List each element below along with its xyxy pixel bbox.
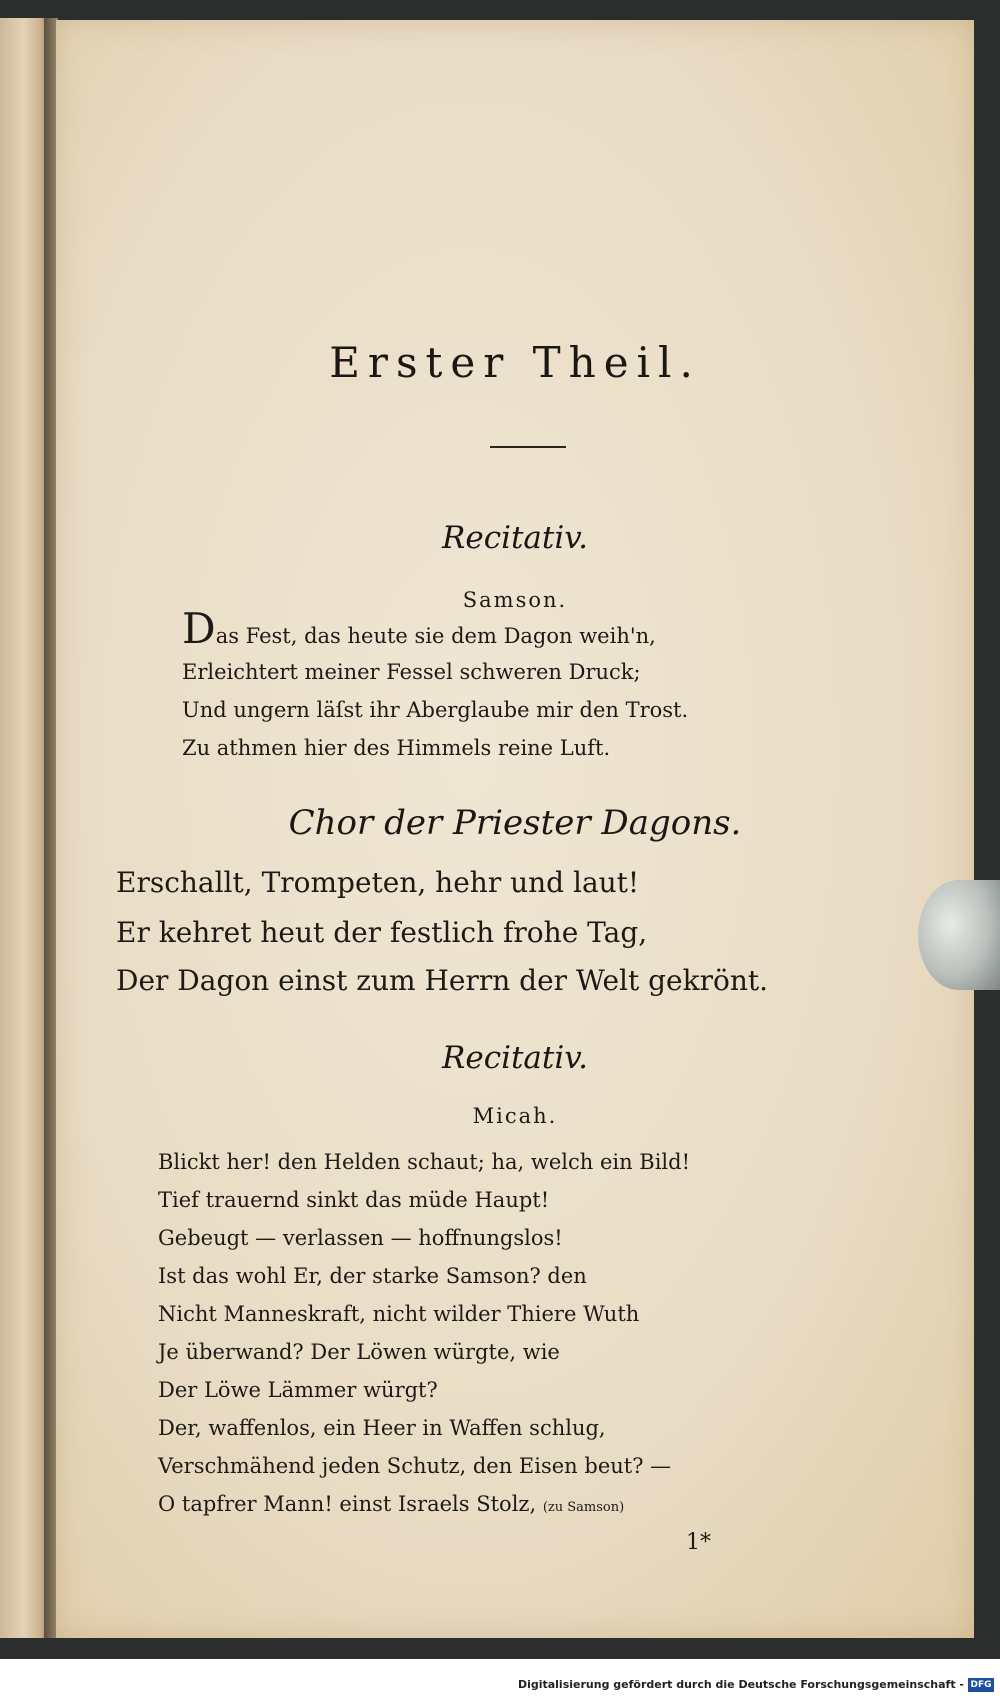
verse-line-12: Der, waffenlos, ein Heer in Waffen schlug, xyxy=(158,1416,606,1440)
verse-line-2: Erleichtert meiner Fessel schweren Druck; xyxy=(182,660,641,684)
page-title: Erster Theil. xyxy=(329,338,701,387)
section-heading-chor: Chor der Priester Dagons. xyxy=(288,803,742,843)
signature-mark: 1* xyxy=(686,1530,711,1555)
chorus-line-2: Er kehret heut der festlich frohe Tag, xyxy=(116,916,648,949)
verse-line-13: Verschmähend jeden Schutz, den Eisen beut? — xyxy=(158,1454,672,1478)
verse-line-8: Ist das wohl Er, der starke Samson? den xyxy=(158,1264,587,1288)
verse-line-11: Der Löwe Lämmer würgt? xyxy=(158,1378,438,1402)
section-heading-recitativ-1: Recitativ. xyxy=(442,520,588,556)
page-clip xyxy=(918,880,1000,990)
stage-direction: (zu Samson) xyxy=(542,1500,625,1515)
book-page xyxy=(56,20,974,1638)
footer-bar xyxy=(0,1659,1000,1699)
verse-line-9: Nicht Manneskraft, nicht wilder Thiere Wuth xyxy=(158,1302,640,1326)
verse-line-14: O tapfrer Mann! einst Israels Stolz, (zu Samson) xyxy=(158,1492,625,1516)
chorus-line-1: Erschallt, Trompeten, hehr und laut! xyxy=(116,866,640,899)
chorus-line-3: Der Dagon einst zum Herrn der Welt gekrönt. xyxy=(116,964,769,997)
section-heading-recitativ-2: Recitativ. xyxy=(442,1040,588,1076)
speaker-samson: Samson. xyxy=(462,588,568,612)
footer-credit: Digitalisierung gefördert durch die Deutsche Forschungsgemeinschaft - xyxy=(517,1678,964,1691)
verse-line-3: Und ungern läſst ihr Aberglaube mir den Trost. xyxy=(182,698,689,722)
verse-line-5: Blickt her! den Helden schaut; ha, welch ein Bild! xyxy=(158,1150,691,1174)
drop-cap: D xyxy=(182,604,216,653)
verse-line-4: Zu athmen hier des Himmels reine Luft. xyxy=(182,736,611,760)
verse-line-7: Gebeugt — verlassen — hoffnungslos! xyxy=(158,1226,563,1250)
verse-line-6: Tief trauernd sinkt das müde Haupt! xyxy=(158,1188,550,1212)
title-rule xyxy=(490,446,566,448)
speaker-micah: Micah. xyxy=(472,1104,558,1128)
verse-line-10: Je überwand? Der Löwen würgte, wie xyxy=(158,1340,560,1364)
dfg-logo-icon: DFG xyxy=(968,1678,994,1692)
verse-line-1: Das Fest, das heute sie dem Dagon weih'n, xyxy=(182,604,656,653)
